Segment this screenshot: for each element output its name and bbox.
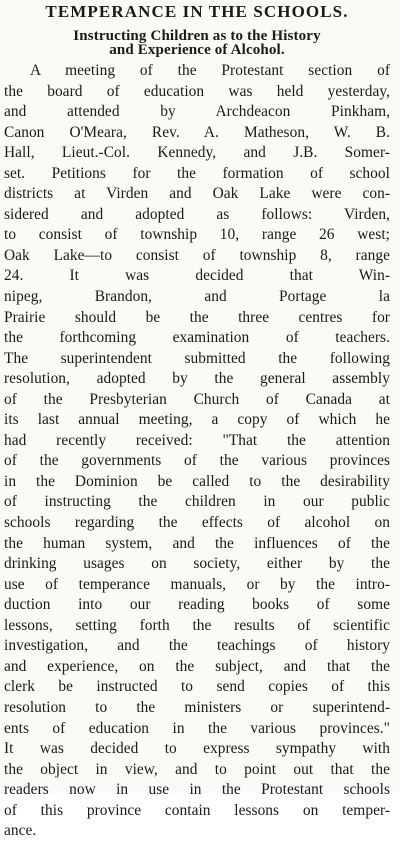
article-headline: TEMPERANCE IN THE SCHOOLS. bbox=[45, 2, 349, 21]
body-line: resolution, adopted by the general assembly bbox=[4, 370, 390, 388]
body-line: Oak Lake—to consist of township 8, range bbox=[4, 246, 390, 264]
body-line: Canon O'Meara, Rev. A. Matheson, W. B. bbox=[4, 123, 390, 141]
body-line: ance. bbox=[4, 822, 37, 840]
body-line: schools regarding the effects of alcohol on bbox=[4, 514, 390, 532]
body-line: set. Petitions for the formation of school bbox=[4, 164, 390, 182]
body-line: in the Dominion be called to the desirability bbox=[4, 472, 390, 490]
body-line: investigation, and the teachings of history bbox=[4, 637, 390, 655]
body-line: clerk be instructed to send copies of this bbox=[4, 678, 390, 696]
body-line: lessons, setting forth the results of scientific bbox=[4, 616, 390, 634]
body-line: of this province contain lessons on temper- bbox=[4, 801, 390, 819]
body-line: resolution to the ministers or superintend- bbox=[4, 698, 390, 716]
body-line: had recently received: "That the attention bbox=[4, 431, 390, 449]
body-line: use of temperance manuals, or by the intro- bbox=[4, 575, 390, 593]
subheadline-line: Instructing Children as to the History bbox=[73, 28, 321, 44]
body-line: The superintendent submitted the following bbox=[4, 349, 390, 367]
body-line: 24. It was decided that Win- bbox=[4, 267, 390, 285]
body-line: of the governments of the various provinces bbox=[4, 452, 390, 470]
article-body bbox=[4, 61, 390, 842]
body-line: and experience, on the subject, and that the bbox=[4, 657, 390, 675]
body-line: Hall, Lieut.-Col. Kennedy, and J.B. Somer- bbox=[4, 144, 390, 162]
body-line: the human system, and the influences of the bbox=[4, 534, 390, 552]
body-line: drinking usages on society, either by the bbox=[4, 555, 390, 573]
body-line: A meeting of the Protestant section of bbox=[30, 62, 390, 79]
body-line: of the Presbyterian Church of Canada at bbox=[4, 390, 390, 408]
body-line: to consist of township 10, range 26 west; bbox=[4, 226, 390, 244]
body-line: the forthcoming examination of teachers. bbox=[4, 329, 390, 347]
body-line: It was decided to express sympathy with bbox=[4, 740, 390, 758]
body-line: ents of education in the various provinces." bbox=[4, 719, 390, 737]
body-line: and attended by Archdeacon Pinkham, bbox=[4, 103, 390, 121]
article-subheadline bbox=[4, 29, 390, 57]
body-line: the object in view, and to point out that the bbox=[4, 760, 390, 778]
body-line: Prairie should be the three centres for bbox=[4, 308, 390, 326]
body-line: districts at Virden and Oak Lake were con- bbox=[4, 185, 390, 203]
body-line: its last annual meeting, a copy of which he bbox=[4, 411, 390, 429]
body-line: duction into our reading books of some bbox=[4, 596, 390, 614]
body-line: readers now in use in the Protestant schools bbox=[4, 781, 390, 799]
subheadline-line: and Experience of Alcohol. bbox=[109, 42, 285, 58]
body-line: of instructing the children in our public bbox=[4, 493, 390, 511]
body-line: nipeg, Brandon, and Portage la bbox=[4, 288, 390, 306]
body-line: sidered and adopted as follows: Virden, bbox=[4, 205, 390, 223]
body-line: the board of education was held yesterday, bbox=[4, 82, 390, 100]
